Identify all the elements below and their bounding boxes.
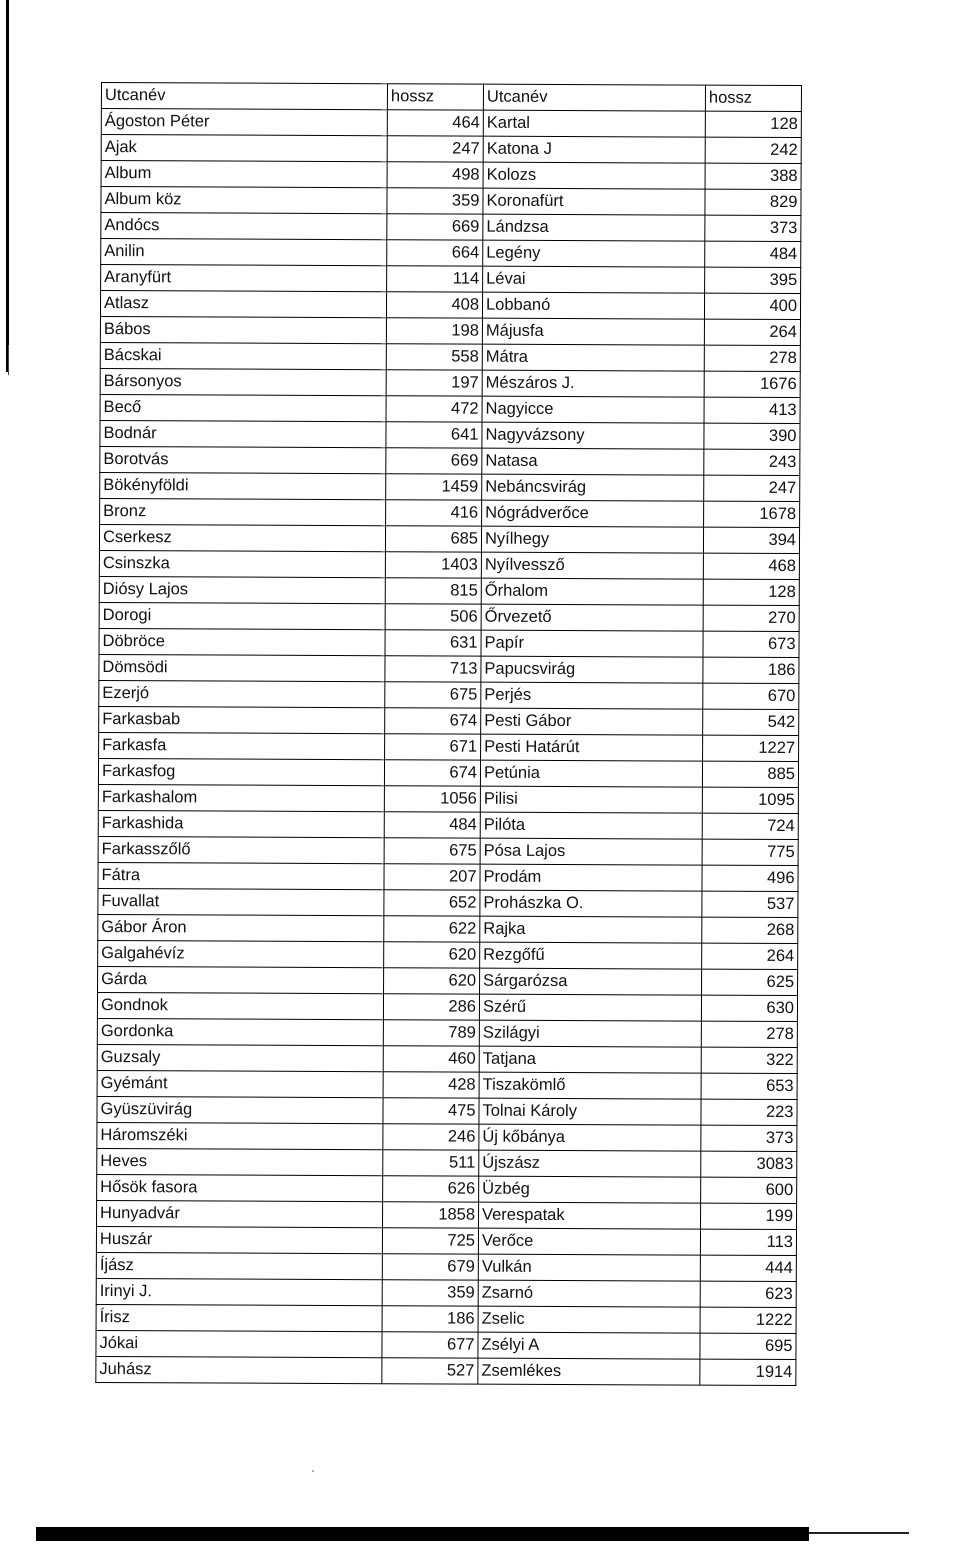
table-row bbox=[97, 1200, 797, 1229]
street-length-left: 475 bbox=[383, 1098, 479, 1124]
street-name-left: Hunyadvár bbox=[97, 1200, 383, 1227]
table-row bbox=[100, 342, 800, 371]
street-length-left: 685 bbox=[385, 526, 481, 552]
street-name-left: Bácskai bbox=[100, 342, 386, 369]
street-length-right: 775 bbox=[702, 839, 798, 865]
street-name-right: Natasa bbox=[482, 448, 704, 475]
street-length-left: 464 bbox=[387, 110, 483, 136]
table-row bbox=[100, 368, 800, 397]
table-row bbox=[98, 888, 798, 917]
street-name-right: Kartal bbox=[483, 110, 705, 137]
street-length-right: 264 bbox=[702, 943, 798, 969]
street-length-right: 623 bbox=[700, 1281, 796, 1307]
street-name-left: Farkasszőlő bbox=[98, 836, 384, 863]
street-length-left: 641 bbox=[386, 422, 482, 448]
street-name-right: Zselic bbox=[478, 1306, 700, 1333]
scan-left-tick-mark bbox=[8, 345, 9, 375]
street-length-left: 527 bbox=[382, 1358, 478, 1384]
street-length-right: 1676 bbox=[704, 371, 800, 397]
table-row bbox=[98, 862, 798, 891]
table-row bbox=[100, 394, 800, 423]
table-row bbox=[98, 784, 798, 813]
street-length-right: 278 bbox=[701, 1021, 797, 1047]
street-length-left: 207 bbox=[384, 864, 480, 890]
table-row bbox=[97, 1174, 797, 1203]
street-length-left: 675 bbox=[385, 682, 481, 708]
street-length-left: 713 bbox=[385, 656, 481, 682]
table-row bbox=[96, 1252, 796, 1281]
street-length-right: 113 bbox=[700, 1229, 796, 1255]
table-row bbox=[101, 187, 801, 216]
table-row bbox=[96, 1356, 796, 1385]
street-name-right: Pilóta bbox=[480, 812, 702, 839]
street-name-right: Zsarnó bbox=[478, 1280, 700, 1307]
table-row bbox=[97, 1070, 797, 1099]
street-length-right: 537 bbox=[702, 891, 798, 917]
street-length-right: 264 bbox=[704, 319, 800, 345]
street-name-right: Tiszakömlő bbox=[479, 1072, 701, 1099]
table-row bbox=[97, 1096, 797, 1125]
street-length-right: 223 bbox=[701, 1099, 797, 1125]
table-row bbox=[99, 732, 799, 761]
street-name-left: Becő bbox=[100, 394, 386, 421]
street-name-right: Rezgőfű bbox=[480, 942, 702, 969]
street-length-right: 444 bbox=[700, 1255, 796, 1281]
street-length-right: 673 bbox=[703, 631, 799, 657]
table-row bbox=[99, 550, 799, 579]
street-name-left: Bársonyos bbox=[100, 368, 386, 395]
street-name-right: Őrhalom bbox=[481, 578, 703, 605]
street-name-right: Nógrádverőce bbox=[482, 500, 704, 527]
street-name-left: Gárda bbox=[98, 966, 384, 993]
header-street-name-1: Utcanév bbox=[101, 83, 387, 110]
street-length-left: 460 bbox=[383, 1046, 479, 1072]
street-name-left: Album köz bbox=[101, 187, 387, 214]
street-length-left: 815 bbox=[385, 578, 481, 604]
table-row bbox=[98, 836, 798, 865]
street-name-right: Kolozs bbox=[483, 162, 705, 189]
street-length-right: 373 bbox=[705, 215, 801, 241]
street-length-right: 128 bbox=[703, 579, 799, 605]
street-length-left: 652 bbox=[384, 890, 480, 916]
table-row bbox=[100, 420, 800, 449]
table-row bbox=[100, 291, 800, 320]
street-length-right: 186 bbox=[703, 657, 799, 683]
street-name-left: Andócs bbox=[101, 213, 387, 240]
street-name-right: Zsemlékes bbox=[478, 1358, 700, 1385]
street-name-left: Bábos bbox=[100, 316, 386, 343]
street-length-left: 416 bbox=[386, 500, 482, 526]
street-length-right: 695 bbox=[700, 1333, 796, 1359]
street-length-right: 600 bbox=[701, 1177, 797, 1203]
street-length-left: 789 bbox=[383, 1020, 479, 1046]
street-name-left: Farkashalom bbox=[98, 784, 384, 811]
street-name-right: Rajka bbox=[480, 916, 702, 943]
street-length-left: 359 bbox=[382, 1280, 478, 1306]
street-name-left: Íjász bbox=[96, 1252, 382, 1279]
street-name-right: Mészáros J. bbox=[482, 370, 704, 397]
street-name-left: Bodnár bbox=[100, 420, 386, 447]
street-name-left: Gyémánt bbox=[97, 1070, 383, 1097]
street-length-right: 413 bbox=[704, 397, 800, 423]
street-length-left: 511 bbox=[383, 1150, 479, 1176]
table-row bbox=[100, 498, 800, 527]
street-length-right: 278 bbox=[704, 345, 800, 371]
street-name-left: Cserkesz bbox=[99, 524, 385, 551]
street-name-right: Papír bbox=[481, 630, 703, 657]
table-row bbox=[101, 135, 801, 164]
street-name-right: Zsélyi A bbox=[478, 1332, 700, 1359]
street-length-left: 197 bbox=[386, 370, 482, 396]
street-name-left: Gordonka bbox=[97, 1018, 383, 1045]
street-name-left: Bökényföldi bbox=[100, 472, 386, 499]
street-name-right: Őrvezető bbox=[481, 604, 703, 631]
street-name-right: Nagyicce bbox=[482, 396, 704, 423]
street-name-right: Katona J bbox=[483, 136, 705, 163]
street-length-left: 359 bbox=[387, 188, 483, 214]
street-name-right: Üzbég bbox=[479, 1176, 701, 1203]
street-length-right: 3083 bbox=[701, 1151, 797, 1177]
street-length-right: 243 bbox=[704, 449, 800, 475]
table-row bbox=[97, 1122, 797, 1151]
street-name-right: Új kőbánya bbox=[479, 1124, 701, 1151]
street-name-left: Huszár bbox=[96, 1226, 382, 1253]
street-length-right: 496 bbox=[702, 865, 798, 891]
street-name-left: Farkashida bbox=[98, 810, 384, 837]
street-length-left: 620 bbox=[384, 968, 480, 994]
street-name-right: Perjés bbox=[481, 682, 703, 709]
street-length-left: 675 bbox=[384, 838, 480, 864]
table-row bbox=[99, 524, 799, 553]
header-row bbox=[101, 83, 801, 112]
street-length-left: 472 bbox=[386, 396, 482, 422]
street-name-left: Hősök fasora bbox=[97, 1174, 383, 1201]
table-row bbox=[96, 1304, 796, 1333]
street-length-left: 671 bbox=[385, 734, 481, 760]
street-length-right: 468 bbox=[703, 553, 799, 579]
street-name-right: Szérű bbox=[479, 994, 701, 1021]
table-row bbox=[96, 1278, 796, 1307]
street-name-left: Ajak bbox=[101, 135, 387, 162]
street-name-left: Jókai bbox=[96, 1330, 382, 1357]
street-name-right: Papucsvirág bbox=[481, 656, 703, 683]
table-row bbox=[100, 446, 800, 475]
street-length-right: 885 bbox=[702, 761, 798, 787]
street-length-right: 724 bbox=[702, 813, 798, 839]
street-length-left: 674 bbox=[385, 708, 481, 734]
street-length-right: 630 bbox=[701, 995, 797, 1021]
header-length-2: hossz bbox=[705, 85, 801, 111]
header-street-name-2: Utcanév bbox=[483, 84, 705, 111]
street-length-right: 1914 bbox=[700, 1359, 796, 1385]
street-length-left: 428 bbox=[383, 1072, 479, 1098]
street-length-left: 246 bbox=[383, 1124, 479, 1150]
street-length-right: 1095 bbox=[702, 787, 798, 813]
header-length-1: hossz bbox=[387, 84, 483, 110]
street-name-right: Szilágyi bbox=[479, 1020, 701, 1047]
street-length-left: 669 bbox=[386, 448, 482, 474]
street-length-left: 622 bbox=[384, 916, 480, 942]
table-row bbox=[98, 758, 798, 787]
street-name-right: Pilisi bbox=[480, 786, 702, 813]
street-name-right: Prodám bbox=[480, 864, 702, 891]
street-length-right: 670 bbox=[703, 683, 799, 709]
street-length-right: 373 bbox=[701, 1125, 797, 1151]
street-name-left: Fuvallat bbox=[98, 888, 384, 915]
street-name-left: Farkasfa bbox=[99, 732, 385, 759]
street-length-left: 286 bbox=[383, 994, 479, 1020]
table-row bbox=[100, 472, 800, 501]
street-length-left: 484 bbox=[384, 812, 480, 838]
street-length-left: 1403 bbox=[385, 552, 481, 578]
street-name-left: Atlasz bbox=[100, 291, 386, 318]
table-row bbox=[98, 940, 798, 969]
street-name-left: Diósy Lajos bbox=[99, 576, 385, 603]
table-row bbox=[99, 654, 799, 683]
street-length-right: 625 bbox=[702, 969, 798, 995]
street-name-left: Borotvás bbox=[100, 446, 386, 473]
table-row bbox=[99, 628, 799, 657]
street-length-table bbox=[95, 82, 802, 1386]
table-row bbox=[101, 161, 801, 190]
street-length-left: 198 bbox=[386, 318, 482, 344]
street-name-left: Farkasfog bbox=[98, 758, 384, 785]
street-name-left: Album bbox=[101, 161, 387, 188]
street-name-left: Juhász bbox=[96, 1356, 382, 1383]
street-name-right: Legény bbox=[483, 240, 705, 267]
street-name-left: Aranyfürt bbox=[101, 265, 387, 292]
footer-rule bbox=[36, 1527, 809, 1541]
street-length-left: 679 bbox=[382, 1254, 478, 1280]
street-length-right: 484 bbox=[705, 241, 801, 267]
street-name-left: Háromszéki bbox=[97, 1122, 383, 1149]
street-length-left: 669 bbox=[387, 214, 483, 240]
street-name-left: Dorogi bbox=[99, 602, 385, 629]
table-row bbox=[98, 914, 798, 943]
street-name-right: Tolnai Károly bbox=[479, 1098, 701, 1125]
street-name-left: Gábor Áron bbox=[98, 914, 384, 941]
table-row bbox=[97, 1018, 797, 1047]
street-length-right: 400 bbox=[704, 293, 800, 319]
street-length-left: 1459 bbox=[386, 474, 482, 500]
table-row bbox=[97, 992, 797, 1021]
street-length-right: 270 bbox=[703, 605, 799, 631]
street-length-right: 394 bbox=[703, 527, 799, 553]
street-name-right: Májusfa bbox=[482, 318, 704, 345]
street-length-right: 542 bbox=[703, 709, 799, 735]
street-name-left: Anilin bbox=[101, 239, 387, 266]
street-name-right: Lévai bbox=[483, 266, 705, 293]
street-name-right: Nyílhegy bbox=[481, 526, 703, 553]
table-row bbox=[98, 810, 798, 839]
street-name-right: Lándzsa bbox=[483, 214, 705, 241]
street-name-left: Döbröce bbox=[99, 628, 385, 655]
table-row bbox=[98, 966, 798, 995]
street-name-left: Ezerjó bbox=[99, 680, 385, 707]
table-row bbox=[101, 109, 801, 138]
street-length-left: 677 bbox=[382, 1332, 478, 1358]
footer-rule-thin bbox=[809, 1532, 909, 1534]
street-name-left: Fátra bbox=[98, 862, 384, 889]
street-length-left: 247 bbox=[387, 136, 483, 162]
street-name-left: Heves bbox=[97, 1148, 383, 1175]
street-name-right: Petúnia bbox=[480, 760, 702, 787]
street-name-left: Gondnok bbox=[97, 992, 383, 1019]
street-name-right: Nyílvessző bbox=[481, 552, 703, 579]
street-name-left: Dömsödi bbox=[99, 654, 385, 681]
street-length-left: 558 bbox=[386, 344, 482, 370]
scan-speck bbox=[312, 1470, 314, 1472]
street-name-right: Prohászka O. bbox=[480, 890, 702, 917]
street-name-right: Nagyvázsony bbox=[482, 422, 704, 449]
table-row bbox=[97, 1148, 797, 1177]
street-length-right: 247 bbox=[704, 475, 800, 501]
table-row bbox=[99, 706, 799, 735]
table-row bbox=[101, 265, 801, 294]
street-name-left: Irinyi J. bbox=[96, 1278, 382, 1305]
street-name-right: Nebáncsvirág bbox=[482, 474, 704, 501]
table-row bbox=[101, 213, 801, 242]
street-length-right: 1678 bbox=[704, 501, 800, 527]
table-row bbox=[97, 1044, 797, 1073]
table-row bbox=[96, 1226, 796, 1255]
table-row bbox=[96, 1330, 796, 1359]
street-name-right: Vulkán bbox=[478, 1254, 700, 1281]
street-length-right: 322 bbox=[701, 1047, 797, 1073]
street-length-left: 631 bbox=[385, 630, 481, 656]
street-name-right: Pósa Lajos bbox=[480, 838, 702, 865]
table-row bbox=[100, 316, 800, 345]
table-row bbox=[101, 239, 801, 268]
street-length-right: 1222 bbox=[700, 1307, 796, 1333]
street-name-right: Újszász bbox=[479, 1150, 701, 1177]
street-name-left: Gyüszüvirág bbox=[97, 1096, 383, 1123]
street-length-left: 725 bbox=[382, 1228, 478, 1254]
street-length-right: 390 bbox=[704, 423, 800, 449]
street-length-left: 674 bbox=[384, 760, 480, 786]
street-length-right: 395 bbox=[705, 267, 801, 293]
street-name-left: Bronz bbox=[100, 498, 386, 525]
street-length-right: 242 bbox=[705, 137, 801, 163]
street-name-left: Galgahévíz bbox=[98, 940, 384, 967]
street-length-right: 268 bbox=[702, 917, 798, 943]
table-row bbox=[99, 602, 799, 631]
street-length-left: 506 bbox=[385, 604, 481, 630]
street-length-left: 498 bbox=[387, 162, 483, 188]
street-length-right: 829 bbox=[705, 189, 801, 215]
street-name-right: Lobbanó bbox=[482, 292, 704, 319]
street-name-left: Guzsaly bbox=[97, 1044, 383, 1071]
street-length-left: 1056 bbox=[384, 786, 480, 812]
street-length-right: 388 bbox=[705, 163, 801, 189]
street-name-right: Pesti Határút bbox=[481, 734, 703, 761]
street-name-right: Tatjana bbox=[479, 1046, 701, 1073]
street-name-right: Mátra bbox=[482, 344, 704, 371]
street-length-left: 114 bbox=[387, 266, 483, 292]
street-length-right: 653 bbox=[701, 1073, 797, 1099]
street-length-left: 620 bbox=[384, 942, 480, 968]
street-name-right: Pesti Gábor bbox=[481, 708, 703, 735]
street-name-right: Koronafürt bbox=[483, 188, 705, 215]
street-name-right: Verőce bbox=[478, 1228, 700, 1255]
street-name-left: Ágoston Péter bbox=[101, 109, 387, 136]
street-length-left: 408 bbox=[386, 292, 482, 318]
street-length-left: 1858 bbox=[383, 1202, 479, 1228]
table-row bbox=[99, 680, 799, 709]
street-name-right: Sárgarózsa bbox=[480, 968, 702, 995]
scan-left-edge-mark bbox=[6, 0, 9, 372]
street-name-left: Farkasbab bbox=[99, 706, 385, 733]
table-row bbox=[99, 576, 799, 605]
street-length-left: 186 bbox=[382, 1306, 478, 1332]
street-length-right: 199 bbox=[701, 1203, 797, 1229]
street-length-right: 1227 bbox=[703, 735, 799, 761]
street-name-left: Csinszka bbox=[99, 550, 385, 577]
street-length-left: 664 bbox=[387, 240, 483, 266]
street-length-right: 128 bbox=[705, 111, 801, 137]
street-name-left: Írisz bbox=[96, 1304, 382, 1331]
street-name-right: Verespatak bbox=[479, 1202, 701, 1229]
street-length-left: 626 bbox=[383, 1176, 479, 1202]
